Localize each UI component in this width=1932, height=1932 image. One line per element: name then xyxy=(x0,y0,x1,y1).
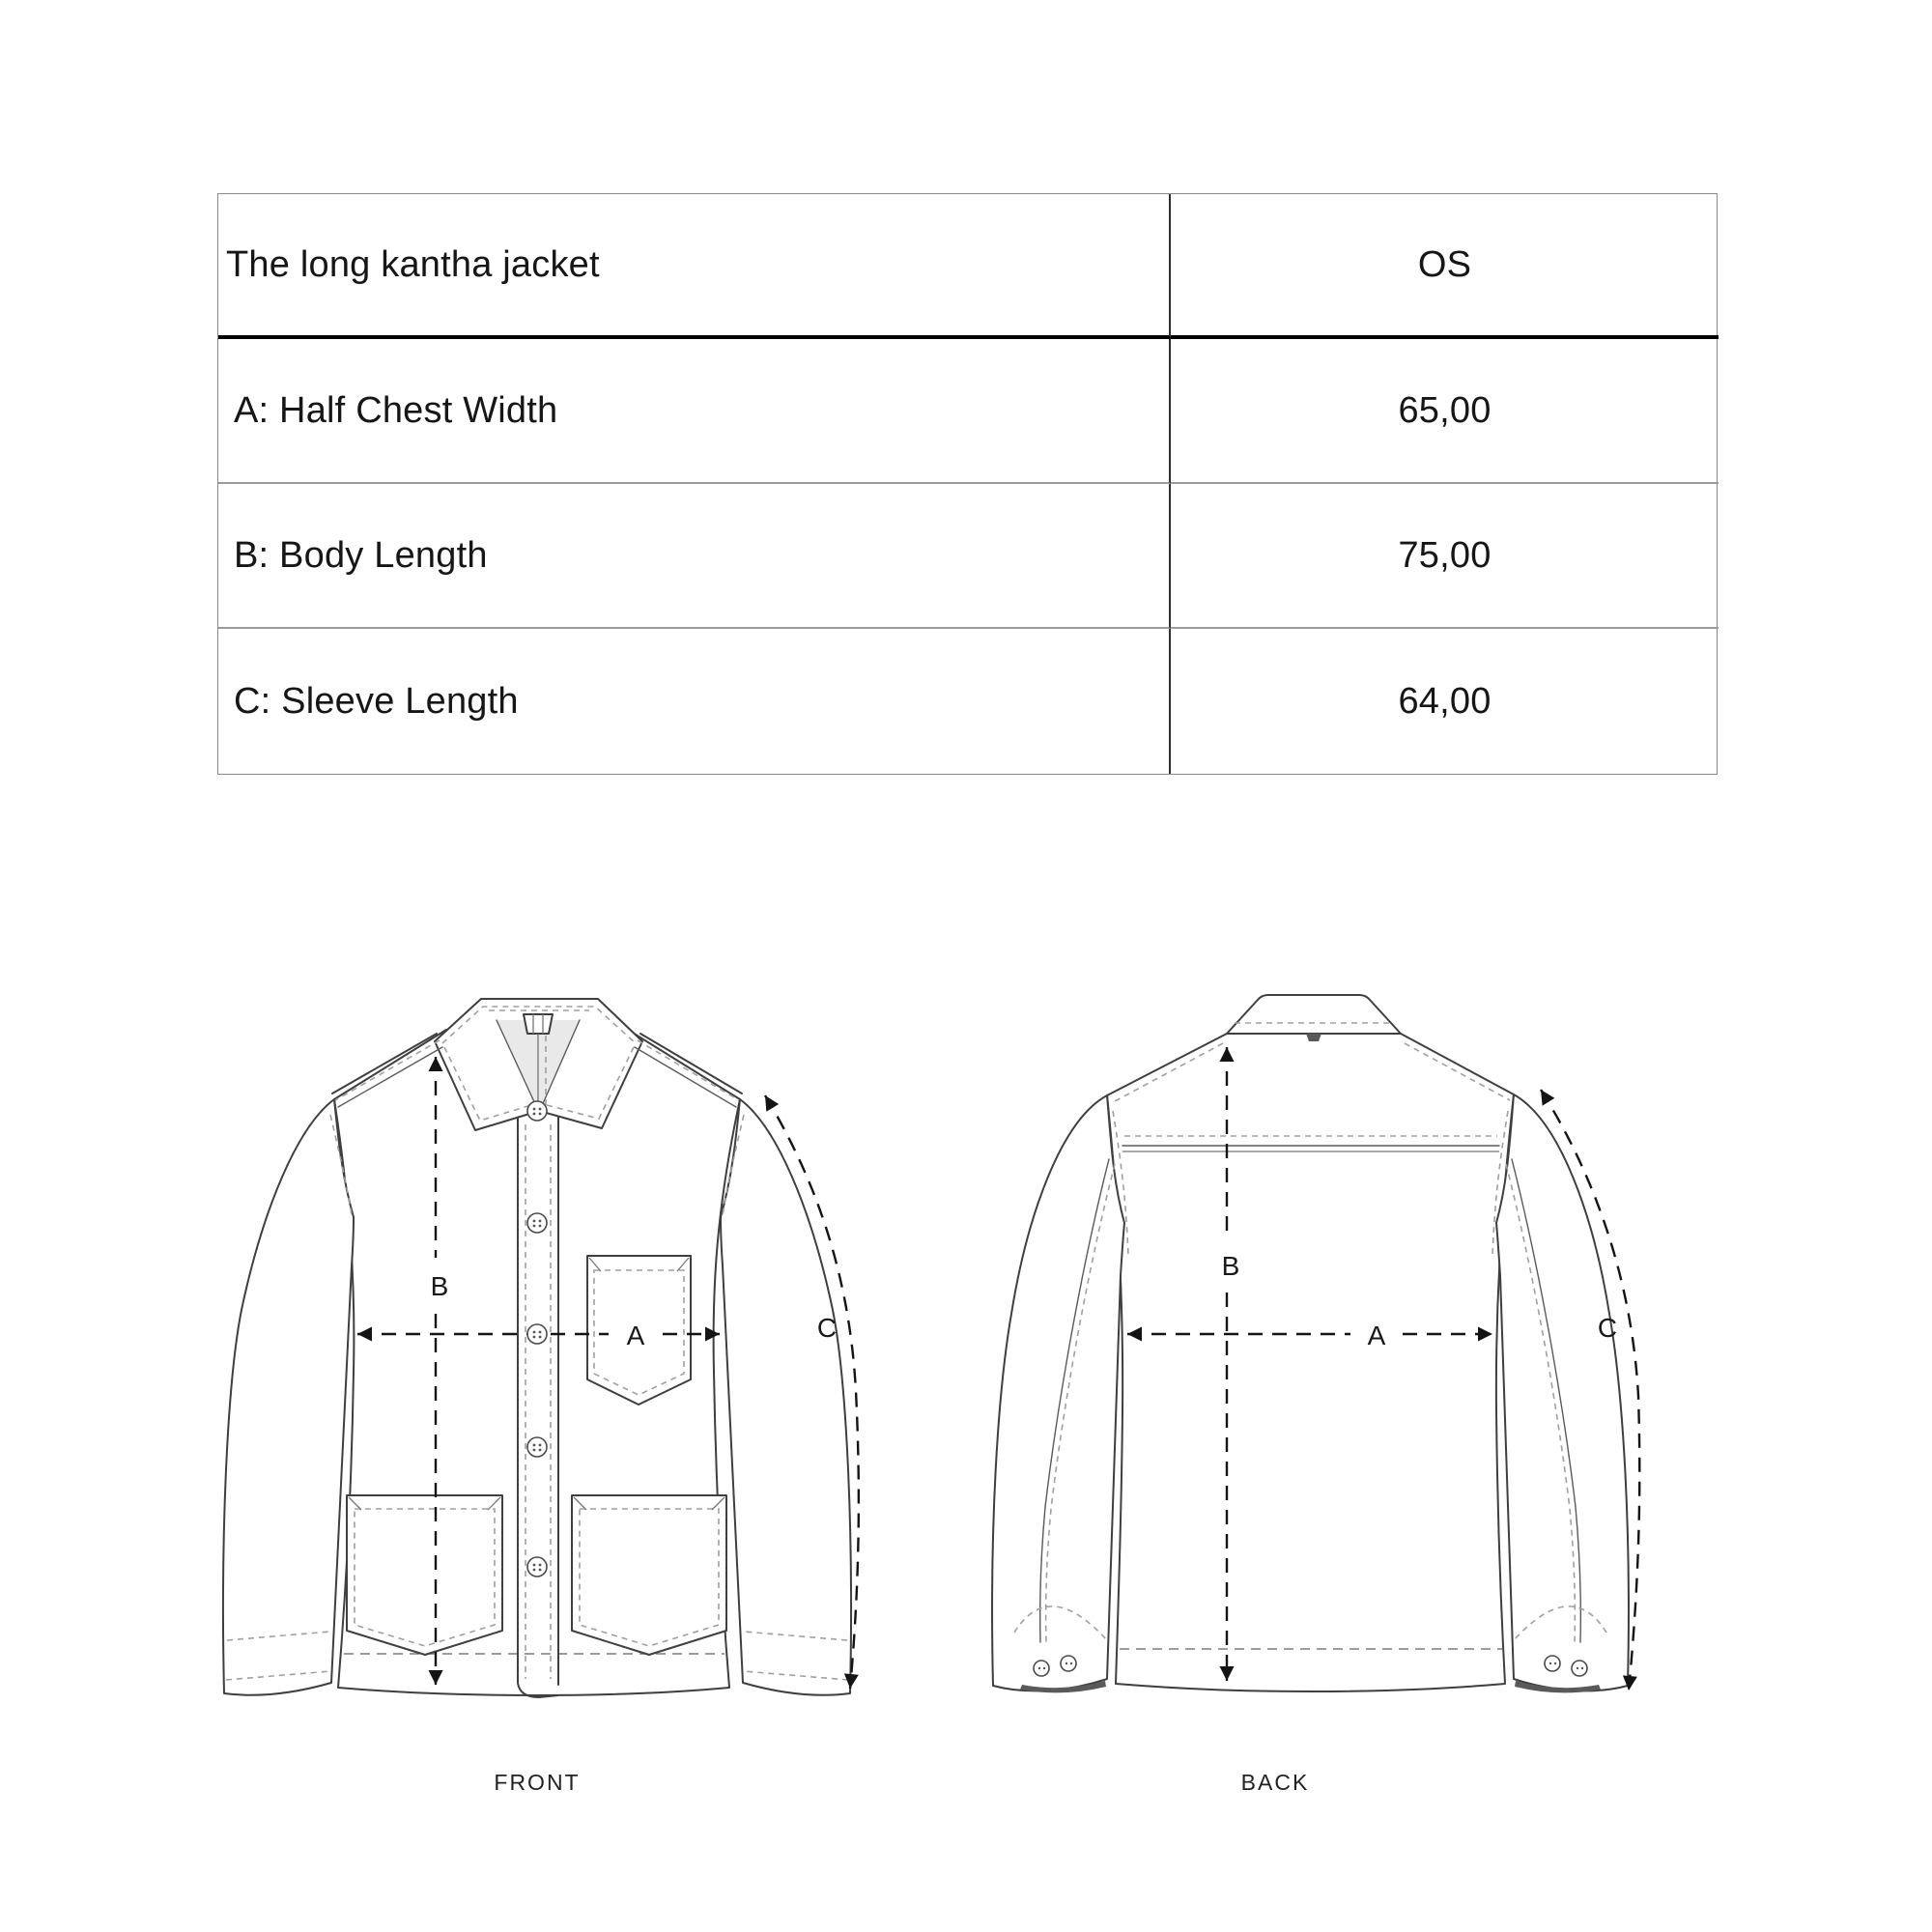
back-caption: BACK xyxy=(1240,1770,1310,1795)
measure-label-b-back: B xyxy=(1221,1251,1240,1281)
front-button xyxy=(527,1437,547,1457)
back-left-sleeve xyxy=(992,1095,1124,1692)
front-caption: FRONT xyxy=(494,1770,581,1795)
front-button xyxy=(527,1557,547,1577)
back-view-drawing xyxy=(992,995,1639,1795)
back-cuff-button xyxy=(1034,1661,1049,1676)
measure-label-c-back: C xyxy=(1597,1313,1618,1343)
front-left-sleeve xyxy=(223,1099,354,1695)
front-right-sleeve xyxy=(721,1099,851,1695)
hanger-loop xyxy=(524,1014,553,1034)
measure-label-a-front: A xyxy=(626,1321,645,1350)
front-button xyxy=(527,1324,547,1344)
garment-measurement-diagram xyxy=(0,947,1932,1855)
front-right-pocket xyxy=(572,1495,726,1655)
row-label-sleeve-length: C: Sleeve Length xyxy=(218,629,1171,774)
back-right-sleeve xyxy=(1496,1094,1629,1692)
row-value-half-chest-width: 65,00 xyxy=(1171,339,1719,484)
back-collar xyxy=(1227,995,1401,1041)
back-cuff-button xyxy=(1572,1661,1587,1676)
measure-label-c-front: C xyxy=(816,1313,838,1343)
measure-label-a-back: A xyxy=(1367,1321,1386,1350)
product-name-cell: The long kantha jacket xyxy=(218,194,1171,339)
size-header-cell: OS xyxy=(1171,194,1719,339)
row-label-body-length: B: Body Length xyxy=(218,484,1171,629)
front-button xyxy=(527,1101,547,1121)
row-value-body-length: 75,00 xyxy=(1171,484,1719,629)
front-view-drawing xyxy=(223,999,859,1795)
back-body-outline xyxy=(1107,1034,1514,1691)
back-cuff-button xyxy=(1545,1656,1560,1671)
measure-label-b-front: B xyxy=(430,1271,449,1301)
front-left-pocket xyxy=(347,1495,502,1655)
size-chart-table xyxy=(217,193,1718,775)
row-value-sleeve-length: 64,00 xyxy=(1398,680,1492,722)
back-cuff-button xyxy=(1061,1656,1076,1671)
row-label-half-chest-width: A: Half Chest Width xyxy=(218,339,1171,484)
front-button xyxy=(527,1213,547,1233)
